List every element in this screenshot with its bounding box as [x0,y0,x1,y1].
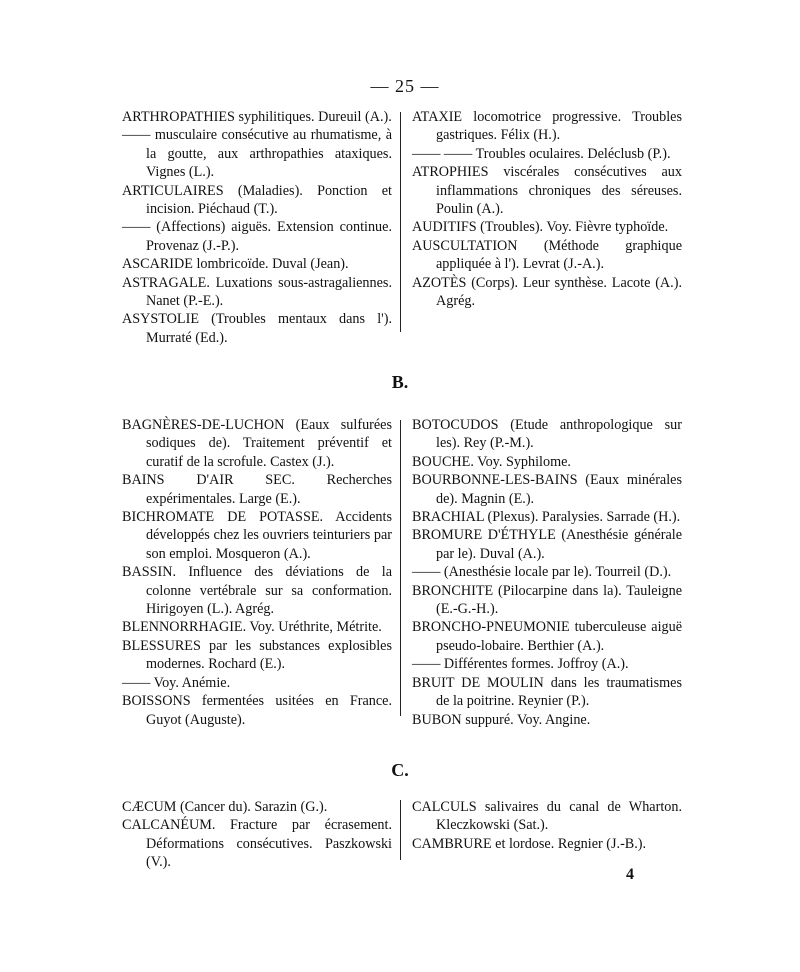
column-divider [400,112,401,332]
section-c-left-column [122,798,392,872]
index-entry: BAINS D'AIR SEC. Recherches expérimentales. Large (E.). [122,472,392,507]
index-entry: ATROPHIES viscérales consécutives aux inflammations chroniques des séreuses. Poulin (A.). [412,164,682,218]
index-entry: —— musculaire consécutive au rhumatisme, à la goutte, aux arthropathies ataxiques. Vignes (L.). [122,127,392,181]
index-entry: ARTICULAIRES (Maladies). Ponction et incision. Piéchaud (T.). [122,182,392,218]
index-entry: —— (Anesthésie locale par le). Tourreil (D.). [412,564,672,581]
index-entry: BOUCHE. Voy. Syphilome. [412,453,571,470]
index-entry: —— Différentes formes. Joffroy (A.). [412,656,629,673]
index-entry: BAGNÈRES-DE-LUCHON (Eaux sulfurées sodiques de). Traitement préventif et curatif de la scrofule. Castex (J.). [122,417,392,470]
column-divider [400,800,401,860]
section-heading-b: B. [391,372,409,392]
index-entry: BICHROMATE DE POTASSE. Accidents développés chez les ouvriers teinturiers par son emploi. Mosqueron (A.). [122,509,392,562]
index-entry: AUDITIFS (Troubles). Voy. Fièvre typhoïde. [412,219,669,236]
index-entry: CALCULS salivaires du canal de Wharton. Kleczkowski (Sat.). [412,799,682,834]
index-entry: CAMBRURE et lordose. Regnier (J.-B.). [412,835,647,852]
index-entry: ATAXIE locomotrice progressive. Troubles gastriques. Félix (H.). [412,109,682,144]
index-entry: —— (Affections) aiguës. Extension continue. Provenaz (J.-P.). [122,219,392,254]
section-b-right-column [412,416,682,729]
index-entry: ASYSTOLIE (Troubles mentaux dans l'). Murraté (Ed.). [122,311,392,346]
index-entry: AUSCULTATION (Méthode graphique appliquée à l'). Levrat (J.-A.). [412,237,682,273]
index-entry: ASTRAGALE. Luxations sous-astragaliennes. Nanet (P.-E.). [122,274,392,310]
index-entry: BASSIN. Influence des déviations de la colonne vertébrale sur sa conformation. Hirigoyen (L.). Agrég. [122,564,392,618]
index-entry: ASCARIDE lombricoïde. Duval (Jean). [122,256,349,273]
index-entry: —— Voy. Anémie. [122,674,231,691]
index-entry: BOISSONS fermentées usitées en France. Guyot (Auguste). [122,693,392,728]
section-a-left-column [122,108,392,347]
index-entry: BLESSURES par les substances explosibles modernes. Rochard (E.). [122,637,392,673]
index-entry: BRACHIAL (Plexus). Paralysies. Sarrade (H.). [412,509,681,526]
index-entry: ARTHROPATHIES syphilitiques. Dureuil (A.). [122,109,392,125]
index-entry: BOTOCUDOS (Etude anthropologique sur les). Rey (P.-M.). [412,417,682,452]
index-entry: BRONCHO-PNEUMONIE tuberculeuse aiguë pseudo-lobaire. Berthier (A.). [412,619,682,654]
section-c-right-column [412,798,682,853]
index-entry: —— —— Troubles oculaires. Deléclusb (P.). [412,145,671,162]
page-number: — 25 — [370,76,440,96]
index-entry: BLENNORRHAGIE. Voy. Uréthrite, Métrite. [122,619,382,636]
index-entry: AZOTÈS (Corps). Leur synthèse. Lacote (A.). Agrég. [412,274,682,310]
index-entry: CALCANÉUM. Fracture par écrasement. Déformations consécutives. Paszkowski (V.). [122,817,392,871]
signature-mark: 4 [626,866,634,883]
column-divider [400,420,401,716]
index-entry: BROMURE D'ÉTHYLE (Anesthésie générale par le). Duval (A.). [412,527,682,562]
section-b-left-column [122,416,392,729]
index-entry: BRUIT DE MOULIN dans les traumatismes de la poitrine. Reynier (P.). [412,674,682,710]
section-a-right-column [412,108,682,310]
index-entry: BOURBONNE-LES-BAINS (Eaux minérales de). Magnin (E.). [412,472,682,507]
index-entry: BRONCHITE (Pilocarpine dans la). Tauleigne (E.-G.-H.). [412,582,682,618]
section-heading-c: C. [391,760,409,780]
index-entry: CÆCUM (Cancer du). Sarazin (G.). [122,799,328,815]
index-entry: BUBON suppuré. Voy. Angine. [412,711,591,728]
